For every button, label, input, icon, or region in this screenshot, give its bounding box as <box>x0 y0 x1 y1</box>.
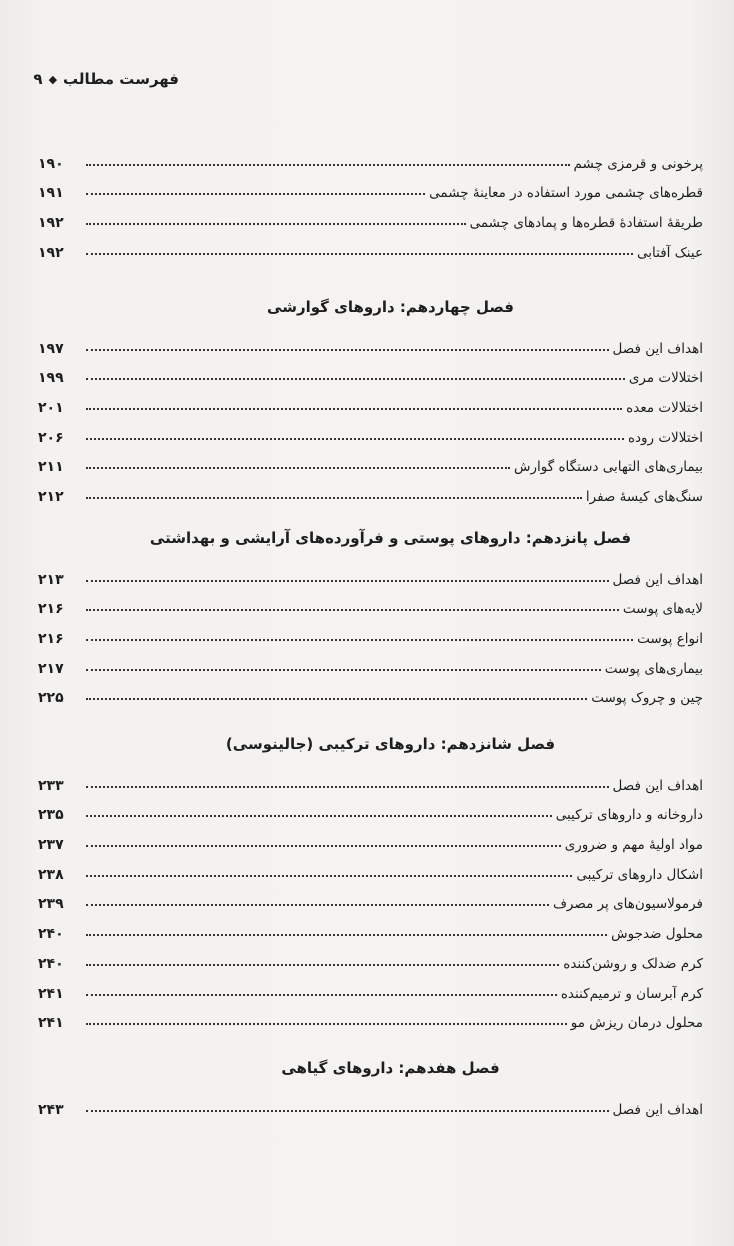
dot-leader <box>86 844 561 847</box>
dot-leader <box>86 437 624 440</box>
toc-entry[interactable] <box>38 883 703 913</box>
entry-title: کرم ضدلک و روشن‌کننده <box>563 955 703 972</box>
entry-page: ۱۹۷ <box>38 340 64 357</box>
entry-page: ۱۹۱ <box>38 185 64 202</box>
dot-leader <box>86 874 572 877</box>
toc-entry[interactable] <box>38 972 703 1002</box>
entry-page: ۲۳۳ <box>38 777 64 794</box>
entry-title: داروخانه و داروهای ترکیبی <box>555 807 703 824</box>
dot-leader <box>86 1022 567 1025</box>
dot-leader <box>86 903 549 906</box>
entry-title: کرم آبرسان و ترمیم‌کننده <box>560 985 703 1002</box>
toc-entry[interactable] <box>38 942 703 972</box>
entry-title: اختلالات مری <box>628 370 703 387</box>
entry-title: انواع پوست <box>637 631 703 648</box>
toc-entry[interactable] <box>38 357 703 387</box>
dot-leader <box>86 348 609 351</box>
entry-title: مواد اولیهٔ مهم و ضروری <box>564 837 703 854</box>
toc-entry[interactable] <box>38 1088 703 1118</box>
toc-section <box>38 293 703 505</box>
toc-entry[interactable] <box>38 172 703 202</box>
entry-page: ۲۳۷ <box>38 837 64 854</box>
dot-leader <box>86 668 601 671</box>
toc-section <box>38 524 703 706</box>
entry-page: ۲۴۱ <box>38 1015 64 1032</box>
entry-page: ۲۱۶ <box>38 631 64 648</box>
entry-title: محلول ضدجوش <box>611 926 703 943</box>
toc-entry[interactable] <box>38 475 703 505</box>
dot-leader <box>86 192 425 195</box>
toc-entry[interactable] <box>38 823 703 853</box>
toc-entry[interactable] <box>38 231 703 261</box>
entry-title: لایه‌های پوست <box>622 601 703 618</box>
dot-leader <box>86 638 633 641</box>
toc-entry[interactable] <box>38 588 703 618</box>
entry-title: اختلالات روده <box>627 429 703 446</box>
entry-title: محلول درمان ریزش مو <box>570 1015 703 1032</box>
toc-section <box>38 730 703 1031</box>
dot-leader <box>86 579 609 582</box>
toc-entry[interactable] <box>38 1002 703 1032</box>
toc-entry[interactable] <box>38 201 703 231</box>
entry-title: اهداف این فصل <box>612 777 703 794</box>
chapter-heading: فصل چهاردهم: داروهای گوارشی <box>267 298 514 316</box>
dot-leader <box>86 608 619 611</box>
entry-page: ۲۱۱ <box>38 459 64 476</box>
dot-leader <box>86 933 607 936</box>
entry-title: چین و چروک پوست <box>591 690 703 707</box>
entry-page: ۲۱۷ <box>38 660 64 677</box>
dot-leader <box>86 697 587 700</box>
entry-page: ۲۳۵ <box>38 807 64 824</box>
dot-leader <box>86 496 582 499</box>
entry-title: اشکال داروهای ترکیبی <box>576 866 703 883</box>
dot-leader <box>86 163 570 166</box>
toc-entry[interactable] <box>38 617 703 647</box>
dot-leader <box>86 377 625 380</box>
toc-section <box>38 1054 703 1118</box>
dot-leader <box>86 222 466 225</box>
toc-entry[interactable] <box>38 764 703 794</box>
diamond-icon: ◆ <box>48 72 58 86</box>
entry-page: ۲۴۱ <box>38 985 64 1002</box>
toc-entry[interactable] <box>38 794 703 824</box>
dot-leader <box>86 466 510 469</box>
toc-entry[interactable] <box>38 677 703 707</box>
entry-page: ۱۹۲ <box>38 215 64 232</box>
entry-title: اختلالات معده <box>626 400 703 417</box>
toc-entry[interactable] <box>38 142 703 172</box>
entry-title: اهداف این فصل <box>612 1101 703 1118</box>
toc-entry[interactable] <box>38 853 703 883</box>
running-header <box>33 70 179 88</box>
dot-leader <box>86 993 557 996</box>
entry-page: ۲۳۸ <box>38 866 64 883</box>
entry-page: ۲۳۹ <box>38 896 64 913</box>
header-page-number: ۹ <box>33 70 43 88</box>
toc-entry[interactable] <box>38 912 703 942</box>
entry-title: سنگ‌های کیسهٔ صفرا <box>585 489 703 506</box>
dot-leader <box>86 785 609 788</box>
toc-entry[interactable] <box>38 647 703 677</box>
entry-title: اهداف این فصل <box>612 571 703 588</box>
entry-title: بیماری‌های التهابی دستگاه گوارش <box>514 459 703 476</box>
header-title: فهرست مطالب <box>63 70 179 88</box>
chapter-heading: فصل هفدهم: داروهای گیاهی <box>281 1059 500 1077</box>
dot-leader <box>86 963 559 966</box>
entry-page: ۱۹۰ <box>38 155 64 172</box>
entry-title: فرمولاسیون‌های پر مصرف <box>552 896 703 913</box>
dot-leader <box>86 407 622 410</box>
toc-entry[interactable] <box>38 558 703 588</box>
entry-page: ۲۰۱ <box>38 400 64 417</box>
chapter-heading: فصل پانزدهم: داروهای پوستی و فرآورده‌های آرایشی و بهداشتی <box>149 529 632 547</box>
chapter-heading: فصل شانزدهم: داروهای ترکیبی (جالینوسی) <box>225 735 556 753</box>
entry-title: پرخونی و قرمزی چشم <box>573 155 703 172</box>
entry-page: ۲۰۶ <box>38 429 64 446</box>
entry-title: بیماری‌های پوست <box>604 660 703 677</box>
toc-entry[interactable] <box>38 416 703 446</box>
toc-entry[interactable] <box>38 327 703 357</box>
entry-page: ۲۲۵ <box>38 690 64 707</box>
toc-section <box>38 142 703 261</box>
entry-page: ۲۱۳ <box>38 571 64 588</box>
entry-page: ۱۹۲ <box>38 244 64 261</box>
dot-leader <box>86 1109 609 1112</box>
entry-page: ۲۱۲ <box>38 489 64 506</box>
toc-entry[interactable] <box>38 446 703 476</box>
entry-title: اهداف این فصل <box>612 340 703 357</box>
entry-page: ۲۴۰ <box>38 955 64 972</box>
toc-entry[interactable] <box>38 386 703 416</box>
entry-title: قطره‌های چشمی مورد استفاده در معاینهٔ چشمی <box>429 185 703 202</box>
entry-page: ۲۴۳ <box>38 1101 64 1118</box>
entry-page: ۲۴۰ <box>38 926 64 943</box>
dot-leader <box>86 814 552 817</box>
dot-leader <box>86 252 633 255</box>
entry-page: ۲۱۶ <box>38 601 64 618</box>
entry-title: عینک آفتابی <box>637 244 703 261</box>
entry-page: ۱۹۹ <box>38 370 64 387</box>
entry-title: طریقهٔ استفادهٔ قطره‌ها و پمادهای چشمی <box>469 215 703 232</box>
